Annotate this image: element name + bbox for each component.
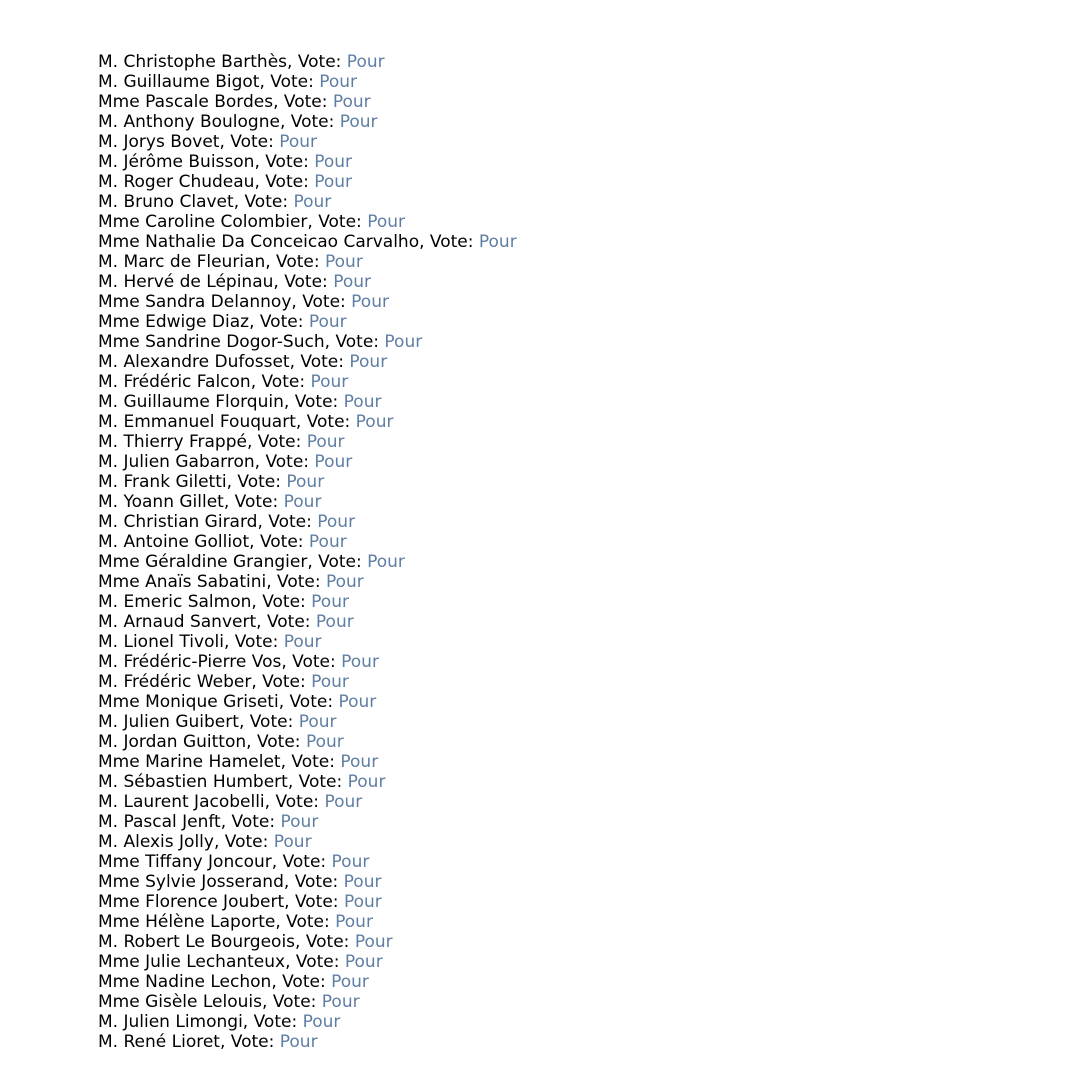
vote-value: Pour	[331, 852, 370, 872]
vote-value: Pour	[317, 512, 356, 532]
deputy-name: Mme Nadine Lechon	[98, 972, 272, 992]
vote-value: Pour	[298, 712, 337, 732]
deputy-name: M. Emmanuel Fouquart	[98, 412, 296, 432]
vote-row: M. Emmanuel Fouquart, Vote: Pour	[98, 412, 394, 432]
vote-value: Pour	[279, 1032, 318, 1052]
vote-label: Vote:	[230, 1032, 275, 1052]
vote-row: M. Alexis Jolly, Vote: Pour	[98, 832, 312, 852]
vote-label: Vote:	[294, 892, 339, 912]
vote-value: Pour	[306, 432, 345, 452]
deputy-name: M. Arnaud Sanvert	[98, 612, 257, 632]
vote-value: Pour	[315, 612, 354, 632]
vote-label: Vote:	[265, 152, 309, 172]
vote-row: Mme Caroline Colombier, Vote: Pour	[98, 212, 405, 232]
vote-row: M. Jorys Bovet, Vote: Pour	[98, 132, 318, 152]
vote-label: Vote:	[249, 712, 294, 732]
vote-row: M. Frank Giletti, Vote: Pour	[98, 472, 325, 492]
vote-row: Mme Nadine Lechon, Vote: Pour	[98, 972, 369, 992]
vote-value: Pour	[338, 692, 377, 712]
deputy-name: M. Guillaume Bigot	[98, 72, 260, 92]
vote-label: Vote:	[224, 832, 269, 852]
vote-value: Pour	[280, 812, 319, 832]
deputy-name: M. Alexis Jolly	[98, 832, 214, 852]
vote-row: Mme Pascale Bordes, Vote: Pour	[98, 92, 371, 112]
vote-row: M. Yoann Gillet, Vote: Pour	[98, 492, 322, 512]
vote-row: Mme Julie Lechanteux, Vote: Pour	[98, 952, 383, 972]
vote-row: M. Julien Limongi, Vote: Pour	[98, 1012, 341, 1032]
vote-row: M. Christophe Barthès, Vote: Pour	[98, 52, 385, 72]
vote-row: M. Emeric Salmon, Vote: Pour	[98, 592, 349, 612]
deputy-name: M. Frédéric-Pierre Vos	[98, 652, 282, 672]
vote-label: Vote:	[277, 572, 321, 592]
vote-row: Mme Florence Joubert, Vote: Pour	[98, 892, 382, 912]
vote-label: Vote:	[244, 192, 289, 212]
vote-label: Vote:	[294, 392, 339, 412]
vote-label: Vote:	[265, 452, 310, 472]
vote-row: Mme Monique Griseti, Vote: Pour	[98, 692, 377, 712]
vote-label: Vote:	[283, 92, 328, 112]
vote-row: M. Jérôme Buisson, Vote: Pour	[98, 152, 353, 172]
vote-row: Mme Sylvie Josserand, Vote: Pour	[98, 872, 382, 892]
vote-value: Pour	[341, 652, 379, 672]
deputy-name: Mme Julie Lechanteux	[98, 952, 286, 972]
vote-label: Vote:	[295, 952, 340, 972]
vote-value: Pour	[331, 972, 369, 992]
vote-row: M. Alexandre Dufosset, Vote: Pour	[98, 352, 388, 372]
vote-value: Pour	[349, 352, 388, 372]
deputy-name: M. Antoine Golliot	[98, 532, 250, 552]
vote-value: Pour	[343, 872, 382, 892]
deputy-name: Mme Caroline Colombier	[98, 212, 308, 232]
vote-row: M. Sébastien Humbert, Vote: Pour	[98, 772, 386, 792]
vote-value: Pour	[355, 412, 394, 432]
deputy-name: M. Lionel Tivoli	[98, 632, 224, 652]
vote-row: M. Thierry Frappé, Vote: Pour	[98, 432, 345, 452]
deputy-name: Mme Sylvie Josserand	[98, 872, 284, 892]
deputy-name: M. Frank Giletti	[98, 472, 227, 492]
deputy-name: M. Emeric Salmon	[98, 592, 252, 612]
vote-label: Vote:	[289, 692, 334, 712]
vote-row: M. Arnaud Sanvert, Vote: Pour	[98, 612, 354, 632]
deputy-name: Mme Géraldine Grangier	[98, 552, 308, 572]
vote-label: Vote:	[262, 592, 306, 612]
vote-label: Vote:	[270, 72, 314, 92]
vote-list	[98, 52, 517, 1052]
vote-value: Pour	[319, 72, 358, 92]
vote-label: Vote:	[286, 912, 330, 932]
vote-value: Pour	[314, 452, 353, 472]
vote-label: Vote:	[262, 672, 306, 692]
vote-label: Vote:	[230, 132, 274, 152]
deputy-name: M. Jérôme Buisson	[98, 152, 255, 172]
vote-value: Pour	[308, 312, 347, 332]
deputy-name: M. Alexandre Dufosset	[98, 352, 290, 372]
vote-label: Vote:	[275, 792, 320, 812]
vote-row: M. Lionel Tivoli, Vote: Pour	[98, 632, 322, 652]
vote-label: Vote:	[298, 772, 343, 792]
vote-label: Vote:	[257, 432, 302, 452]
vote-label: Vote:	[318, 212, 362, 232]
vote-label: Vote:	[259, 312, 304, 332]
vote-label: Vote:	[234, 492, 279, 512]
vote-row: M. Roger Chudeau, Vote: Pour	[98, 172, 353, 192]
vote-row: M. Guillaume Bigot, Vote: Pour	[98, 72, 358, 92]
vote-row: Mme Anaïs Sabatini, Vote: Pour	[98, 572, 364, 592]
vote-label: Vote:	[268, 512, 312, 532]
vote-label: Vote:	[318, 552, 362, 572]
vote-row: M. Laurent Jacobelli, Vote: Pour	[98, 792, 363, 812]
deputy-name: M. Jordan Guitton	[98, 732, 247, 752]
vote-value: Pour	[286, 472, 325, 492]
vote-row: M. Anthony Boulogne, Vote: Pour	[98, 112, 378, 132]
vote-value: Pour	[325, 572, 364, 592]
deputy-name: Mme Anaïs Sabatini	[98, 572, 267, 592]
deputy-name: Mme Hélène Laporte	[98, 912, 276, 932]
vote-label: Vote:	[256, 732, 301, 752]
vote-row: M. Christian Girard, Vote: Pour	[98, 512, 356, 532]
vote-value: Pour	[478, 232, 517, 252]
vote-label: Vote:	[306, 412, 351, 432]
deputy-name: M. Sébastien Humbert	[98, 772, 288, 792]
deputy-name: M. Julien Guibert	[98, 712, 239, 732]
vote-row: M. Jordan Guitton, Vote: Pour	[98, 732, 344, 752]
vote-row: M. Hervé de Lépinau, Vote: Pour	[98, 272, 371, 292]
deputy-name: Mme Edwige Diaz	[98, 312, 250, 332]
vote-label: Vote:	[284, 272, 328, 292]
vote-row: Mme Gisèle Lelouis, Vote: Pour	[98, 992, 360, 1012]
deputy-name: Mme Pascale Bordes	[98, 92, 274, 112]
vote-label: Vote:	[266, 612, 311, 632]
vote-value: Pour	[325, 252, 363, 272]
vote-label: Vote:	[272, 992, 317, 1012]
vote-row: Mme Sandrine Dogor-Such, Vote: Pour	[98, 332, 423, 352]
deputy-name: M. Yoann Gillet	[98, 492, 224, 512]
vote-row: Mme Hélène Laporte, Vote: Pour	[98, 912, 373, 932]
vote-row: Mme Marine Hamelet, Vote: Pour	[98, 752, 379, 772]
deputy-name: M. Julien Limongi	[98, 1012, 243, 1032]
vote-value: Pour	[324, 792, 363, 812]
vote-row: M. René Lioret, Vote: Pour	[98, 1032, 318, 1052]
vote-value: Pour	[314, 172, 353, 192]
deputy-name: M. Marc de Fleurian	[98, 252, 266, 272]
vote-label: Vote:	[429, 232, 474, 252]
vote-row: M. Frédéric-Pierre Vos, Vote: Pour	[98, 652, 379, 672]
deputy-name: M. Robert Le Bourgeois	[98, 932, 296, 952]
vote-value: Pour	[279, 132, 318, 152]
vote-label: Vote:	[276, 252, 320, 272]
vote-value: Pour	[335, 912, 373, 932]
vote-row: Mme Edwige Diaz, Vote: Pour	[98, 312, 347, 332]
vote-value: Pour	[311, 592, 349, 612]
vote-value: Pour	[344, 952, 383, 972]
vote-value: Pour	[367, 212, 405, 232]
deputy-name: M. Roger Chudeau	[98, 172, 255, 192]
vote-row: M. Guillaume Florquin, Vote: Pour	[98, 392, 382, 412]
vote-row: M. Julien Guibert, Vote: Pour	[98, 712, 337, 732]
vote-value: Pour	[367, 552, 405, 572]
vote-value: Pour	[308, 532, 347, 552]
deputy-name: Mme Sandrine Dogor-Such	[98, 332, 325, 352]
vote-label: Vote:	[282, 852, 327, 872]
vote-value: Pour	[283, 492, 322, 512]
deputy-name: M. Jorys Bovet	[98, 132, 220, 152]
deputy-name: Mme Sandra Delannoy	[98, 292, 292, 312]
deputy-name: M. René Lioret	[98, 1032, 220, 1052]
vote-value: Pour	[321, 992, 360, 1012]
vote-label: Vote:	[291, 752, 335, 772]
vote-row: M. Frédéric Falcon, Vote: Pour	[98, 372, 349, 392]
vote-row: M. Marc de Fleurian, Vote: Pour	[98, 252, 363, 272]
vote-row: Mme Géraldine Grangier, Vote: Pour	[98, 552, 405, 572]
vote-value: Pour	[339, 112, 378, 132]
vote-row: Mme Nathalie Da Conceicao Carvalho, Vote: Pour	[98, 232, 517, 252]
vote-row: M. Pascal Jenft, Vote: Pour	[98, 812, 319, 832]
vote-row: M. Antoine Golliot, Vote: Pour	[98, 532, 347, 552]
vote-row: M. Robert Le Bourgeois, Vote: Pour	[98, 932, 393, 952]
vote-row: M. Julien Gabarron, Vote: Pour	[98, 452, 353, 472]
vote-value: Pour	[343, 892, 382, 912]
deputy-name: M. Bruno Clavet	[98, 192, 234, 212]
deputy-name: M. Anthony Boulogne	[98, 112, 280, 132]
vote-label: Vote:	[292, 652, 336, 672]
vote-value: Pour	[333, 272, 371, 292]
deputy-name: Mme Nathalie Da Conceicao Carvalho	[98, 232, 420, 252]
vote-value: Pour	[302, 1012, 341, 1032]
vote-label: Vote:	[302, 292, 346, 312]
vote-label: Vote:	[305, 932, 350, 952]
vote-value: Pour	[347, 772, 386, 792]
vote-label: Vote:	[335, 332, 379, 352]
vote-label: Vote:	[290, 112, 335, 132]
vote-value: Pour	[340, 752, 379, 772]
vote-value: Pour	[384, 332, 423, 352]
vote-label: Vote:	[300, 352, 344, 372]
vote-label: Vote:	[259, 532, 304, 552]
vote-label: Vote:	[253, 1012, 298, 1032]
vote-row: Mme Tiffany Joncour, Vote: Pour	[98, 852, 370, 872]
deputy-name: M. Frédéric Weber	[98, 672, 252, 692]
deputy-name: Mme Marine Hamelet	[98, 752, 281, 772]
deputy-name: Mme Tiffany Joncour	[98, 852, 272, 872]
vote-value: Pour	[293, 192, 332, 212]
vote-value: Pour	[310, 372, 349, 392]
deputy-name: Mme Monique Griseti	[98, 692, 279, 712]
deputy-name: M. Christian Girard	[98, 512, 258, 532]
vote-row: Mme Sandra Delannoy, Vote: Pour	[98, 292, 389, 312]
vote-label: Vote:	[231, 812, 276, 832]
vote-label: Vote:	[234, 632, 279, 652]
vote-value: Pour	[305, 732, 344, 752]
vote-value: Pour	[283, 632, 322, 652]
deputy-name: M. Hervé de Lépinau	[98, 272, 274, 292]
vote-value: Pour	[354, 932, 393, 952]
vote-label: Vote:	[237, 472, 281, 492]
deputy-name: M. Christophe Barthès	[98, 52, 288, 72]
deputy-name: M. Thierry Frappé	[98, 432, 247, 452]
deputy-name: M. Frédéric Falcon	[98, 372, 251, 392]
deputy-name: M. Guillaume Florquin	[98, 392, 284, 412]
vote-value: Pour	[332, 92, 371, 112]
deputy-name: M. Pascal Jenft	[98, 812, 221, 832]
deputy-name: Mme Gisèle Lelouis	[98, 992, 262, 1012]
vote-label: Vote:	[282, 972, 326, 992]
deputy-name: M. Laurent Jacobelli	[98, 792, 265, 812]
vote-row: M. Bruno Clavet, Vote: Pour	[98, 192, 332, 212]
vote-label: Vote:	[265, 172, 309, 192]
vote-value: Pour	[314, 152, 353, 172]
vote-row: M. Frédéric Weber, Vote: Pour	[98, 672, 349, 692]
vote-value: Pour	[343, 392, 382, 412]
vote-value: Pour	[311, 672, 349, 692]
vote-value: Pour	[273, 832, 312, 852]
vote-label: Vote:	[294, 872, 339, 892]
vote-label: Vote:	[261, 372, 306, 392]
deputy-name: Mme Florence Joubert	[98, 892, 285, 912]
deputy-name: M. Julien Gabarron	[98, 452, 255, 472]
vote-value: Pour	[346, 52, 385, 72]
vote-value: Pour	[351, 292, 389, 312]
vote-label: Vote:	[297, 52, 342, 72]
